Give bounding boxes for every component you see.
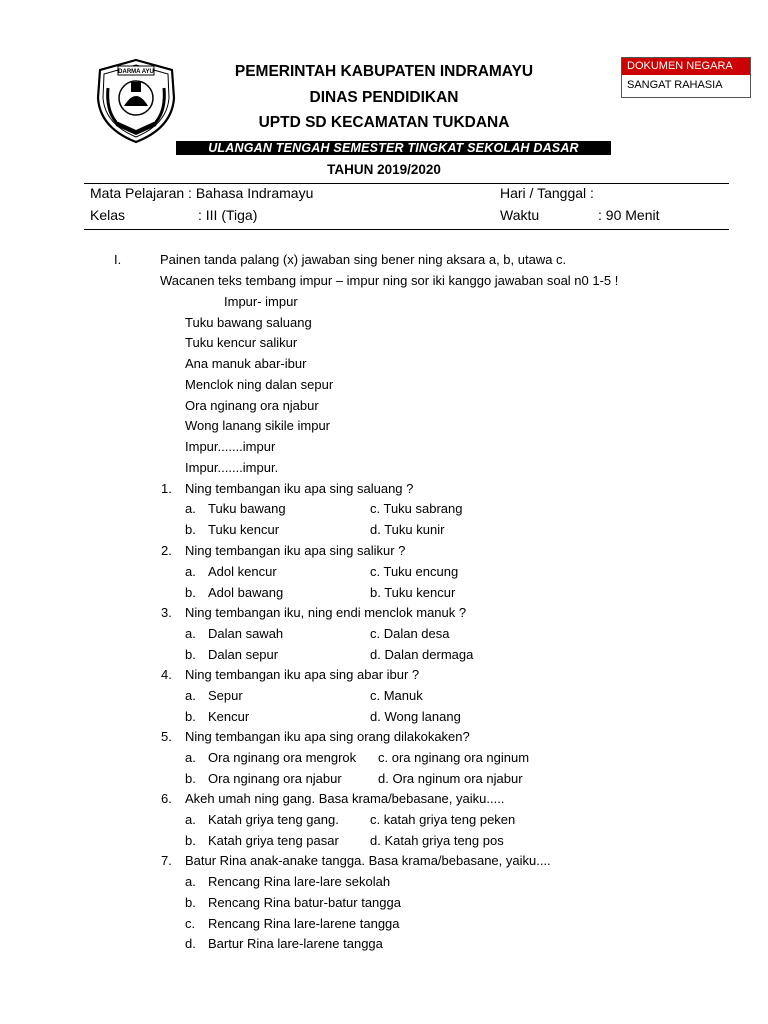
academic-year: TAHUN 2019/2020 [327,162,441,177]
option-letter: b. [185,585,196,600]
option-text: c. Tuku encung [370,564,459,579]
option-text: Tuku bawang [208,501,286,516]
option-letter: b. [185,522,196,537]
option-letter: a. [185,564,196,579]
option-letter: a. [185,626,196,641]
question-text: Ning tembangan iku apa sing saluang ? [185,481,414,496]
classification-badge [621,57,751,98]
option-text: Sepur [208,688,243,703]
option-letter: a. [185,812,196,827]
poem-line: Tuku kencur salikur [185,335,298,350]
option-text: Katah griya teng pasar [208,833,339,848]
option-text: Katah griya teng gang. [208,812,339,827]
option-text: d. Tuku kunir [370,522,445,537]
option-text: c. Tuku sabrang [370,501,463,516]
option-letter: c. [185,916,196,931]
option-text: Ora nginang ora njabur [208,771,342,786]
option-text: c. Manuk [370,688,423,703]
option-letter: a. [185,501,196,516]
question-number: 7. [161,853,172,868]
option-text: c. Dalan desa [370,626,450,641]
class-value: : III (Tiga) [198,207,258,223]
poem-line: Wong lanang sikile impur [185,418,330,433]
option-text: d. Ora nginum ora njabur [378,771,523,786]
option-letter: d. [185,936,196,951]
option-text: Rencang Rina lare-lare sekolah [208,874,391,889]
question-text: Ning tembangan iku apa sing orang dilakokaken? [185,729,470,744]
header-school-office: UPTD SD KECAMATAN TUKDANA [258,114,510,131]
option-letter: b. [185,709,196,724]
time-label: Waktu [500,207,540,223]
divider-top [84,183,729,184]
header-department: DINAS PENDIDIKAN [309,89,459,106]
option-letter: b. [185,895,196,910]
option-letter: b. [185,647,196,662]
question-text: Batur Rina anak-anake tangga. Basa krama/bebasane, yaiku.... [185,853,551,868]
instruction-2: Wacanen teks tembang impur – impur ning sor iki kanggo jawaban soal n0 1-5 ! [160,273,619,288]
header-government: PEMERINTAH KABUPATEN INDRAMAYU [234,63,534,80]
badge-state-document: DOKUMEN NEGARA [622,58,750,75]
class-label: Kelas [90,207,126,223]
question-number: 2. [161,543,172,558]
question-number: 1. [161,481,172,496]
question-number: 4. [161,667,172,682]
option-text: Dalan sepur [208,647,279,662]
option-letter: b. [185,771,196,786]
poem-line: Ora nginang ora njabur [185,398,319,413]
option-text: Kencur [208,709,250,724]
option-text: Dalan sawah [208,626,284,641]
option-letter: a. [185,874,196,889]
divider-bottom [84,229,729,230]
option-text: d. Wong lanang [370,709,461,724]
time-value: : 90 Menit [598,207,660,223]
question-number: 3. [161,605,172,620]
option-text: Rencang Rina batur-batur tangga [208,895,401,910]
option-text: Tuku kencur [208,522,280,537]
question-text: Ning tembangan iku apa sing abar ibur ? [185,667,420,682]
poem-line: Tuku bawang saluang [185,315,312,330]
question-text: Akeh umah ning gang. Basa krama/bebasane, yaiku..... [185,791,505,806]
poem-line: Ana manuk abar-ibur [185,356,307,371]
exam-title: ULANGAN TENGAH SEMESTER TINGKAT SEKOLAH DASAR [176,141,611,155]
instruction-1: Painen tanda palang (x) jawaban sing bener ning aksara a, b, utawa c. [160,252,567,267]
question-number: 6. [161,791,172,806]
section-number: I. [114,252,122,267]
option-letter: b. [185,833,196,848]
option-text: b. Tuku kencur [370,585,456,600]
poem-title: Impur- impur [224,294,298,309]
option-text: Adol bawang [208,585,284,600]
option-text: Bartur Rina lare-larene tangga [208,936,383,951]
option-letter: a. [185,750,196,765]
poem-line: Impur.......impur [185,439,276,454]
option-text: d. Katah griya teng pos [370,833,504,848]
option-text: Adol kencur [208,564,277,579]
question-text: Ning tembangan iku apa sing salikur ? [185,543,406,558]
question-number: 5. [161,729,172,744]
option-text: c. katah griya teng peken [370,812,516,827]
logo-lettering: DARMA AYU [118,69,154,75]
day-date-label: Hari / Tanggal : [500,185,594,201]
question-text: Ning tembangan iku, ning endi menclok manuk ? [185,605,467,620]
option-text: Rencang Rina lare-larene tangga [208,916,400,931]
subject-label: Mata Pelajaran : Bahasa Indramayu [90,185,314,201]
poem-line: Menclok ning dalan sepur [185,377,334,392]
badge-top-secret: SANGAT RAHASIA [622,75,750,95]
option-letter: a. [185,688,196,703]
option-text: c. ora nginang ora nginum [378,750,530,765]
poem-line: Impur.......impur. [185,460,279,475]
option-text: Ora nginang ora mengrok [208,750,357,765]
option-text: d. Dalan dermaga [370,647,474,662]
